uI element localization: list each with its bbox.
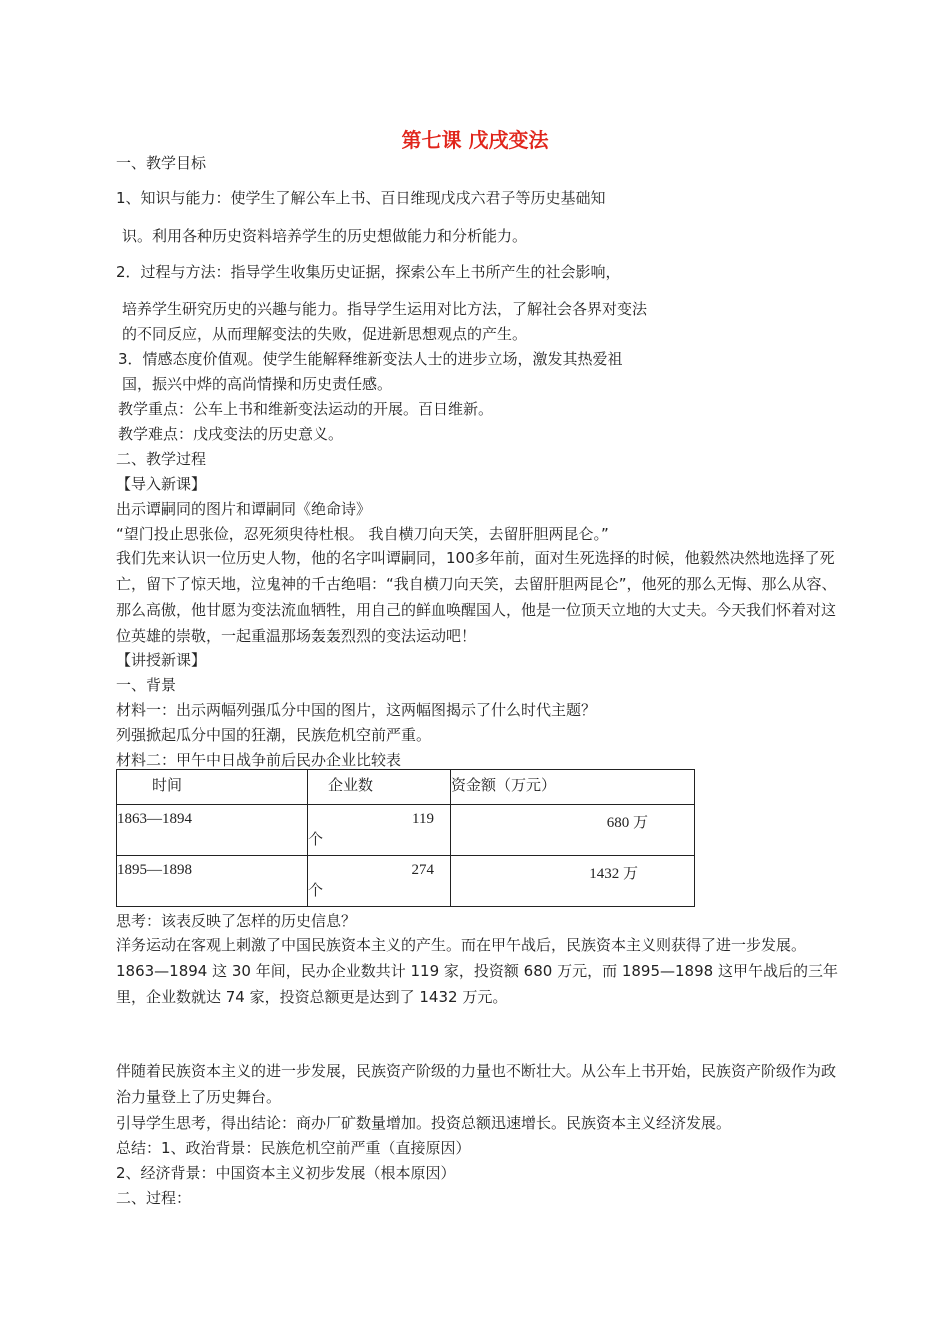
guide-conclusion: 引导学生思考，得出结论：商办厂矿数量增加。投资总额迅速增长。民族资本主义经济发展。 [116, 1114, 732, 1132]
summary-economic: 2、经济背景：中国资本主义初步发展（根本原因） [116, 1164, 456, 1182]
lecture-header: 【讲授新课】 [116, 651, 207, 669]
intro-text: 出示谭嗣同的图片和谭嗣同《绝命诗》 [116, 500, 372, 518]
table-cell [117, 805, 308, 856]
table-header-cell [308, 770, 451, 805]
table-row [117, 856, 695, 907]
table-header-row [117, 770, 695, 805]
objective-knowledge-line2: 识。利用各种历史资料培养学生的历史想做能力和分析能力。 [122, 227, 528, 245]
think-paragraph: 洋务运动在客观上刺激了中国民族资本主义的产生。而在甲午战后，民族资本主义则获得了进一步发展。1863—1894 这 30 年间，民办企业数共计 119 家，投资额 680 万元，而 1895—1898 这甲午战后的三年里，企业数就达 74 家，投资总额更是达到了 1432 万元。 [116, 936, 838, 1006]
material-one-answer: 列强掀起瓜分中国的狂潮，民族危机空前严重。 [116, 726, 432, 744]
think-question: 思考：该表反映了怎样的历史信息？ [116, 912, 357, 930]
objective-attitude-line1: 3．情感态度价值观。使学生能解释维新变法人士的进步立场，激发其热爱祖 [118, 350, 623, 368]
intro-poem: “望门投止思张俭，忍死须臾待杜根。 我自横刀向天笑，去留肝胆两昆仑。” [116, 525, 609, 543]
material-two: 材料二：甲午中日战争前后民办企业比较表 [116, 751, 402, 769]
header-count: 企业数 [328, 776, 374, 794]
row2-period: 1895—1898 [117, 862, 192, 878]
header-capital: 资金额（万元） [451, 776, 557, 794]
row2-count: 274 [411, 862, 434, 878]
objective-knowledge-line1: 1、知识与能力：使学生了解公车上书、百日维现戊戌六君子等历史基础知 [116, 189, 606, 207]
bourgeois-paragraph: 伴随着民族资本主义的进一步发展，民族资产阶级的力量也不断壮大。从公车上书开始，民族资产阶级作为政治力量登上了历史舞台。 [116, 1062, 837, 1106]
row2-capital: 1432 万 [589, 866, 638, 882]
page-title: 第七课 戊戌变法 [401, 128, 549, 152]
row1-unit: 个 [308, 830, 324, 848]
difficult-point: 教学难点：戊戌变法的历史意义。 [118, 425, 344, 443]
row2-unit: 个 [308, 881, 324, 899]
table-cell [308, 856, 451, 907]
table-cell [117, 856, 308, 907]
row1-period: 1863—1894 [117, 811, 192, 827]
table-row [117, 805, 695, 856]
row1-capital: 680 万 [606, 815, 648, 831]
intro-paragraph: 我们先来认识一位历史人物，他的名字叫谭嗣同，100多年前，面对生死选择的时候，他毅然决然地选择了死亡，留下了惊天地，泣鬼神的千古绝唱：“我自横刀向天笑，去留肝胆两昆仑”，他死的那么无悔、那么从容、那么高傲，他甘愿为变法流血牺牲，用自己的鲜血唤醒国人，他是一位顶天立地的大丈夫。今天我们怀着对这位英雄的崇敬，一起重温那场轰轰烈烈的变法运动吧！ [116, 549, 837, 645]
objective-attitude-line2: 国，振兴中烨的高尚情操和历史责任感。 [122, 375, 393, 393]
enterprise-comparison-table [116, 769, 695, 907]
intro-header: 【导入新课】 [116, 475, 207, 493]
table-header-cell [117, 770, 308, 805]
section-heading-objectives: 一、教学目标 [116, 154, 207, 172]
background-heading: 一、背景 [116, 676, 177, 694]
objective-process-line1: 2．过程与方法：指导学生收集历史证据，探索公车上书所产生的社会影响， [116, 263, 621, 281]
table-header-cell [451, 770, 695, 805]
material-one: 材料一：出示两幅列强瓜分中国的图片，这两幅图揭示了什么时代主题？ [116, 701, 597, 719]
row1-count: 119 [412, 811, 434, 827]
objective-process-line2: 培养学生研究历史的兴趣与能力。指导学生运用对比方法，了解社会各界对变法 [122, 300, 648, 318]
header-time: 时间 [152, 776, 183, 794]
table-cell [451, 805, 695, 856]
summary-political: 总结：1、政治背景：民族危机空前严重（直接原因） [116, 1139, 471, 1157]
section-heading-process: 二、教学过程 [116, 450, 207, 468]
table-cell [308, 805, 451, 856]
key-point: 教学重点：公车上书和维新变法运动的开展。百日维新。 [118, 400, 494, 418]
process-heading: 二、过程： [116, 1189, 192, 1207]
objective-process-line3: 的不同反应，从而理解变法的失败，促进新思想观点的产生。 [122, 325, 528, 343]
table-cell [451, 856, 695, 907]
